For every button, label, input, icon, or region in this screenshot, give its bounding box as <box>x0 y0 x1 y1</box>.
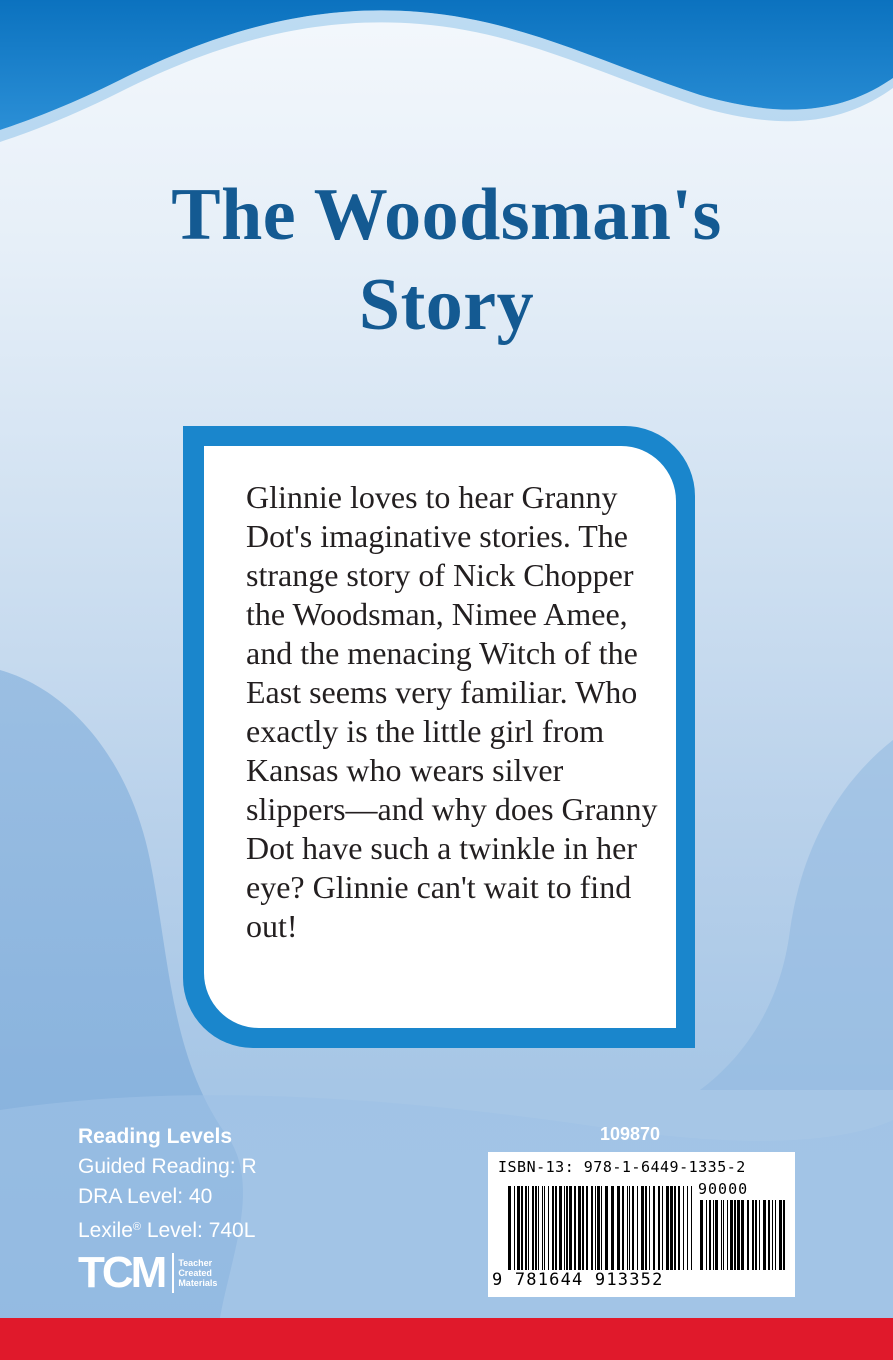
barcode-bar <box>670 1186 673 1270</box>
barcode-bar <box>723 1200 724 1270</box>
barcode-bar <box>627 1186 628 1270</box>
logo-word-3: Materials <box>178 1278 218 1288</box>
barcode-bar <box>683 1186 684 1270</box>
logo-divider <box>172 1253 174 1293</box>
barcode-bar <box>617 1186 620 1270</box>
barcode-bar <box>775 1200 776 1270</box>
isbn-label: ISBN-13: 978-1-6449-1335-2 <box>498 1158 746 1176</box>
barcode-bar <box>591 1186 593 1270</box>
barcode-bar <box>645 1186 647 1270</box>
barcode-bar <box>759 1200 760 1270</box>
logo-word-2: Created <box>178 1268 212 1278</box>
guided-reading-level: Guided Reading: R <box>78 1155 257 1178</box>
barcode-bar <box>691 1186 692 1270</box>
barcode-bar <box>544 1186 545 1270</box>
lexile-suffix: Level: 740L <box>140 1219 256 1242</box>
barcode-bar <box>706 1200 707 1270</box>
blurb-text: Glinnie loves to hear Granny Dot's imaginative stories. The strange story of Nick Chopper the Woodsman, Nimee Amee, and the menacing Witch of the East seems very familiar. Who exactly is the little girl from Kansas who wears silver slippers—and why does Granny Dot have such a twinkle in her eye? Glinnie can't wait to find out! <box>246 479 658 944</box>
bottom-red-bar <box>0 1318 893 1360</box>
barcode-bar <box>574 1186 576 1270</box>
price-code: 90000 <box>698 1180 749 1198</box>
barcode-bar <box>532 1186 534 1270</box>
barcode-bar <box>528 1186 529 1270</box>
barcode-bar <box>566 1186 568 1270</box>
title-line-1: The Woodsman's <box>171 174 722 256</box>
barcode-bar <box>741 1200 744 1270</box>
barcode-bar <box>721 1200 722 1270</box>
barcode-bar <box>564 1186 565 1270</box>
barcode-digits: 9 781644 913352 <box>492 1270 664 1290</box>
barcode-bar <box>700 1200 703 1270</box>
registered-mark: ® <box>132 1221 141 1233</box>
barcode-bar <box>653 1186 655 1270</box>
barcode-bar <box>687 1186 688 1270</box>
lexile-level <box>78 1212 378 1246</box>
blurb-box <box>204 446 676 1028</box>
barcode-bar <box>559 1186 562 1270</box>
barcode-bar <box>662 1186 663 1270</box>
main-barcode-bars <box>508 1186 694 1270</box>
barcode-bar <box>586 1186 588 1270</box>
barcode-bar <box>514 1186 515 1270</box>
barcode-bar <box>605 1186 608 1270</box>
barcode-bar <box>632 1186 634 1270</box>
barcode-bar <box>768 1200 770 1270</box>
barcode-bar <box>538 1186 539 1270</box>
barcode-bar <box>595 1186 596 1270</box>
barcode-bar <box>755 1200 757 1270</box>
publisher-logo <box>78 1250 217 1296</box>
barcode-bar <box>521 1186 523 1270</box>
barcode-bar <box>555 1186 557 1270</box>
barcode-bar <box>779 1200 782 1270</box>
barcode-bar <box>525 1186 527 1270</box>
barcode-bar <box>709 1200 711 1270</box>
barcode-bar <box>548 1186 549 1270</box>
book-title <box>0 170 893 350</box>
barcode-bar <box>713 1200 714 1270</box>
item-number: 109870 <box>600 1124 661 1144</box>
barcode-bar <box>517 1186 520 1270</box>
barcode-bar <box>752 1200 754 1270</box>
reading-levels-heading: Reading Levels <box>78 1125 233 1148</box>
barcode-bar <box>727 1200 728 1270</box>
barcode-bar <box>674 1186 676 1270</box>
tcm-logo-words <box>178 1258 217 1288</box>
barcode-bar <box>578 1186 581 1270</box>
barcode-bar <box>734 1200 736 1270</box>
logo-word-1: Teacher <box>178 1258 213 1268</box>
barcode-bar <box>569 1186 572 1270</box>
barcode-bar <box>542 1186 543 1270</box>
barcode-bar <box>641 1186 644 1270</box>
barcode-bar <box>763 1200 766 1270</box>
barcode-bar <box>611 1186 614 1270</box>
barcode-bar <box>737 1200 740 1270</box>
barcode-bar <box>552 1186 554 1270</box>
barcode-bar <box>508 1186 511 1270</box>
barcode-bar <box>678 1186 680 1270</box>
barcode-bar <box>715 1200 718 1270</box>
barcode-bar <box>629 1186 630 1270</box>
barcode-bar <box>658 1186 660 1270</box>
barcode-bar <box>649 1186 650 1270</box>
barcode-bar <box>597 1186 600 1270</box>
tcm-logo-mark: TCM <box>78 1248 165 1297</box>
barcode-bar <box>601 1186 602 1270</box>
barcode-bar <box>535 1186 537 1270</box>
barcode-bar <box>772 1200 773 1270</box>
lexile-prefix: Lexile <box>78 1219 133 1242</box>
isbn-barcode <box>488 1152 795 1297</box>
barcode-bar <box>747 1200 749 1270</box>
barcode-bar <box>666 1186 669 1270</box>
barcode-bar <box>622 1186 624 1270</box>
reading-levels <box>78 1122 378 1246</box>
barcode-bar <box>730 1200 733 1270</box>
dra-level: DRA Level: 40 <box>78 1185 213 1208</box>
barcode-bar <box>783 1200 785 1270</box>
barcode-bar <box>582 1186 584 1270</box>
barcode-bar <box>637 1186 638 1270</box>
title-line-2: Story <box>358 264 535 346</box>
